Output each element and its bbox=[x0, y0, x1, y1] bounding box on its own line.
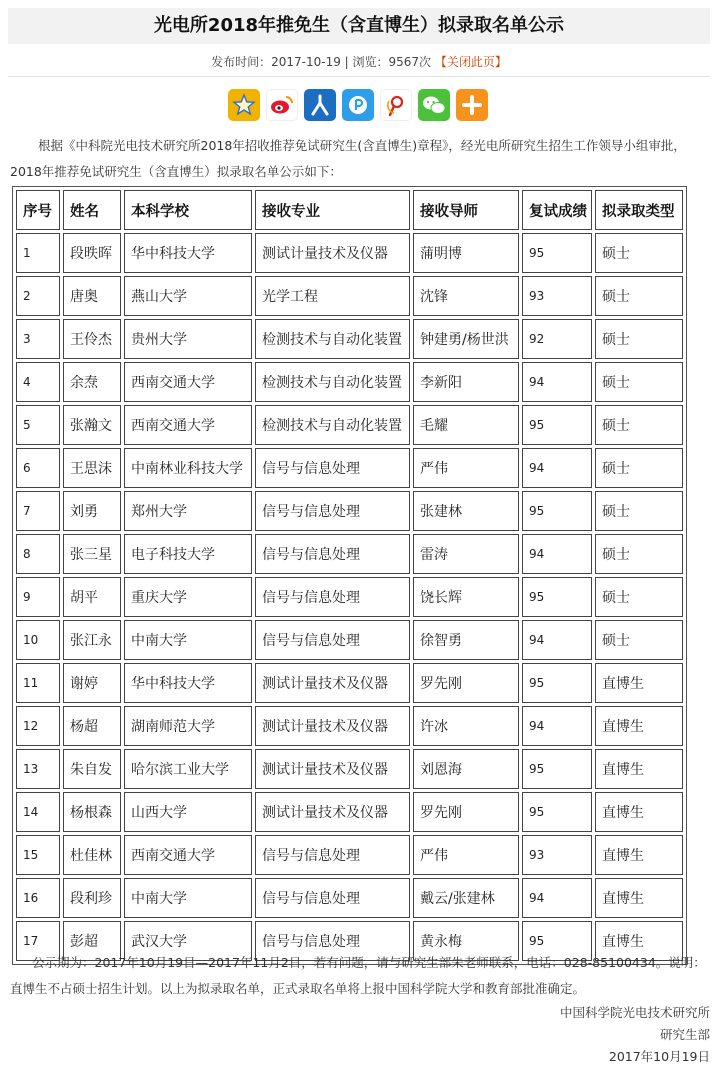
cell-advisor: 钟建勇/杨世洪 bbox=[413, 319, 519, 359]
page-title: 光电所2018年推免生（含直博生）拟录取名单公示 bbox=[8, 8, 710, 44]
cell-index: 9 bbox=[16, 577, 60, 617]
cell-major: 测试计量技术及仪器 bbox=[255, 663, 410, 703]
cell-index: 17 bbox=[16, 921, 60, 961]
renren-share-icon[interactable] bbox=[304, 89, 336, 121]
cell-score: 95 bbox=[522, 663, 592, 703]
cell-name: 杜佳林 bbox=[63, 835, 121, 875]
table-row bbox=[16, 491, 683, 531]
cell-index: 15 bbox=[16, 835, 60, 875]
cell-major: 测试计量技术及仪器 bbox=[255, 749, 410, 789]
signature-dept: 研究生部 bbox=[659, 1027, 710, 1042]
cell-advisor: 罗先刚 bbox=[413, 792, 519, 832]
header-name: 姓名 bbox=[63, 190, 121, 230]
cell-index: 7 bbox=[16, 491, 60, 531]
table-row bbox=[16, 663, 683, 703]
table-row bbox=[16, 577, 683, 617]
cell-advisor: 严伟 bbox=[413, 448, 519, 488]
cell-major: 信号与信息处理 bbox=[255, 491, 410, 531]
table-row bbox=[16, 233, 683, 273]
cell-score: 94 bbox=[522, 534, 592, 574]
cell-school: 西南交通大学 bbox=[124, 362, 252, 402]
table-row bbox=[16, 405, 683, 445]
cell-index: 11 bbox=[16, 663, 60, 703]
cell-index: 4 bbox=[16, 362, 60, 402]
cell-name: 杨超 bbox=[63, 706, 121, 746]
cell-school: 中南大学 bbox=[124, 620, 252, 660]
cell-index: 2 bbox=[16, 276, 60, 316]
cell-advisor: 李新阳 bbox=[413, 362, 519, 402]
cell-type: 硕士 bbox=[595, 491, 683, 531]
cell-major: 检测技术与自动化装置 bbox=[255, 362, 410, 402]
header-type: 拟录取类型 bbox=[595, 190, 683, 230]
cell-school: 重庆大学 bbox=[124, 577, 252, 617]
cell-type: 直博生 bbox=[595, 921, 683, 961]
table-header-row bbox=[16, 190, 683, 230]
cell-score: 94 bbox=[522, 362, 592, 402]
cell-advisor: 蒲明博 bbox=[413, 233, 519, 273]
cell-index: 13 bbox=[16, 749, 60, 789]
cell-advisor: 雷涛 bbox=[413, 534, 519, 574]
cell-score: 94 bbox=[522, 448, 592, 488]
signature-date: 2017年10月19日 bbox=[608, 1049, 710, 1064]
cell-name: 段昳晖 bbox=[63, 233, 121, 273]
cell-major: 检测技术与自动化装置 bbox=[255, 405, 410, 445]
cell-major: 信号与信息处理 bbox=[255, 878, 410, 918]
cell-school: 华中科技大学 bbox=[124, 233, 252, 273]
cell-type: 硕士 bbox=[595, 233, 683, 273]
cell-type: 硕士 bbox=[595, 577, 683, 617]
article-meta bbox=[0, 53, 718, 70]
cell-name: 彭超 bbox=[63, 921, 121, 961]
cell-score: 95 bbox=[522, 577, 592, 617]
header-major: 接收专业 bbox=[255, 190, 410, 230]
cell-school: 郑州大学 bbox=[124, 491, 252, 531]
weibo-share-icon[interactable] bbox=[266, 89, 298, 121]
table-row bbox=[16, 362, 683, 402]
cell-major: 测试计量技术及仪器 bbox=[255, 792, 410, 832]
cell-school: 西南交通大学 bbox=[124, 405, 252, 445]
table-row bbox=[16, 448, 683, 488]
cell-advisor: 毛耀 bbox=[413, 405, 519, 445]
cell-name: 唐奥 bbox=[63, 276, 121, 316]
cell-advisor: 张建林 bbox=[413, 491, 519, 531]
cell-advisor: 徐智勇 bbox=[413, 620, 519, 660]
cell-major: 检测技术与自动化装置 bbox=[255, 319, 410, 359]
table-row bbox=[16, 706, 683, 746]
divider bbox=[8, 76, 710, 77]
notice-paragraph: 公示期为：2017年10月19日—2017年11月2日，若有问题，请与研究生部朱老师联系，电话：028-85100434。说明：直博生不占硕士招生计划。以上为拟录取名单，正式录取名单将上报中国科学院大学和教育部批准确定。 bbox=[10, 955, 706, 996]
cell-advisor: 戴云/张建林 bbox=[413, 878, 519, 918]
cell-advisor: 沈锋 bbox=[413, 276, 519, 316]
qzone-share-icon[interactable] bbox=[228, 89, 260, 121]
cell-type: 直博生 bbox=[595, 706, 683, 746]
cell-score: 95 bbox=[522, 233, 592, 273]
cell-advisor: 许冰 bbox=[413, 706, 519, 746]
cell-major: 光学工程 bbox=[255, 276, 410, 316]
cell-index: 12 bbox=[16, 706, 60, 746]
cell-school: 中南林业科技大学 bbox=[124, 448, 252, 488]
cell-score: 95 bbox=[522, 749, 592, 789]
cell-score: 94 bbox=[522, 620, 592, 660]
admission-table bbox=[12, 186, 687, 965]
cell-name: 张三星 bbox=[63, 534, 121, 574]
cell-index: 6 bbox=[16, 448, 60, 488]
cell-advisor: 严伟 bbox=[413, 835, 519, 875]
cell-major: 信号与信息处理 bbox=[255, 620, 410, 660]
table-row bbox=[16, 319, 683, 359]
cell-index: 14 bbox=[16, 792, 60, 832]
signature-org: 中国科学院光电技术研究所 bbox=[559, 1005, 710, 1020]
cell-score: 93 bbox=[522, 835, 592, 875]
table-row bbox=[16, 749, 683, 789]
table-row bbox=[16, 620, 683, 660]
cell-advisor: 刘恩海 bbox=[413, 749, 519, 789]
cell-index: 8 bbox=[16, 534, 60, 574]
cell-name: 胡平 bbox=[63, 577, 121, 617]
publish-info: 发布时间：2017-10-19 | 浏览：9567次 bbox=[211, 55, 432, 69]
cell-type: 硕士 bbox=[595, 405, 683, 445]
cell-type: 直博生 bbox=[595, 792, 683, 832]
header-index: 序号 bbox=[16, 190, 60, 230]
cell-score: 95 bbox=[522, 405, 592, 445]
cell-name: 张江永 bbox=[63, 620, 121, 660]
cell-type: 直博生 bbox=[595, 663, 683, 703]
cell-score: 95 bbox=[522, 491, 592, 531]
cell-major: 信号与信息处理 bbox=[255, 921, 410, 961]
cell-type: 直博生 bbox=[595, 835, 683, 875]
cell-major: 测试计量技术及仪器 bbox=[255, 706, 410, 746]
cell-advisor: 饶长辉 bbox=[413, 577, 519, 617]
cell-index: 3 bbox=[16, 319, 60, 359]
cell-type: 硕士 bbox=[595, 448, 683, 488]
cell-major: 信号与信息处理 bbox=[255, 577, 410, 617]
cell-advisor: 罗先刚 bbox=[413, 663, 519, 703]
header-advisor: 接收导师 bbox=[413, 190, 519, 230]
cell-school: 华中科技大学 bbox=[124, 663, 252, 703]
intro-paragraph: 根据《中科院光电技术研究所2018年招收推荐免试研究生(含直博生)章程》，经光电所研究生招生工作领导小组审批，2018年推荐免试研究生（含直博生）拟录取名单公示如下： bbox=[10, 138, 686, 179]
cell-school: 贵州大学 bbox=[124, 319, 252, 359]
cell-name: 段利珍 bbox=[63, 878, 121, 918]
cell-name: 张瀚文 bbox=[63, 405, 121, 445]
cell-index: 10 bbox=[16, 620, 60, 660]
cell-score: 94 bbox=[522, 878, 592, 918]
cell-type: 硕士 bbox=[595, 362, 683, 402]
cell-school: 山西大学 bbox=[124, 792, 252, 832]
cell-school: 西南交通大学 bbox=[124, 835, 252, 875]
cell-school: 电子科技大学 bbox=[124, 534, 252, 574]
cell-score: 94 bbox=[522, 706, 592, 746]
cell-type: 硕士 bbox=[595, 319, 683, 359]
cell-name: 王思沫 bbox=[63, 448, 121, 488]
pengyou-share-icon[interactable] bbox=[342, 89, 374, 121]
cell-type: 直博生 bbox=[595, 878, 683, 918]
cell-score: 93 bbox=[522, 276, 592, 316]
cell-type: 硕士 bbox=[595, 534, 683, 574]
cell-index: 16 bbox=[16, 878, 60, 918]
cell-name: 朱自发 bbox=[63, 749, 121, 789]
cell-name: 刘勇 bbox=[63, 491, 121, 531]
cell-name: 余焘 bbox=[63, 362, 121, 402]
table-row bbox=[16, 878, 683, 918]
cell-score: 95 bbox=[522, 792, 592, 832]
cell-score: 92 bbox=[522, 319, 592, 359]
close-page-link[interactable]: 【关闭此页】 bbox=[434, 55, 507, 69]
cell-name: 谢婷 bbox=[63, 663, 121, 703]
cell-major: 信号与信息处理 bbox=[255, 534, 410, 574]
cell-major: 测试计量技术及仪器 bbox=[255, 233, 410, 273]
table-row bbox=[16, 835, 683, 875]
cell-school: 武汉大学 bbox=[124, 921, 252, 961]
wechat-share-icon[interactable] bbox=[418, 89, 450, 121]
cell-index: 5 bbox=[16, 405, 60, 445]
cell-advisor: 黄永梅 bbox=[413, 921, 519, 961]
header-school: 本科学校 bbox=[124, 190, 252, 230]
cell-name: 杨根森 bbox=[63, 792, 121, 832]
cell-school: 燕山大学 bbox=[124, 276, 252, 316]
table-row bbox=[16, 792, 683, 832]
cell-score: 95 bbox=[522, 921, 592, 961]
more-share-icon[interactable] bbox=[456, 89, 488, 121]
cell-type: 直博生 bbox=[595, 749, 683, 789]
cell-major: 信号与信息处理 bbox=[255, 448, 410, 488]
header-score: 复试成绩 bbox=[522, 190, 592, 230]
table-row bbox=[16, 276, 683, 316]
cell-index: 1 bbox=[16, 233, 60, 273]
share-toolbar bbox=[228, 89, 488, 121]
table-row bbox=[16, 534, 683, 574]
cell-school: 湖南师范大学 bbox=[124, 706, 252, 746]
cell-school: 中南大学 bbox=[124, 878, 252, 918]
tencent-weibo-share-icon[interactable] bbox=[380, 89, 412, 121]
cell-major: 信号与信息处理 bbox=[255, 835, 410, 875]
cell-school: 哈尔滨工业大学 bbox=[124, 749, 252, 789]
cell-type: 硕士 bbox=[595, 276, 683, 316]
cell-type: 硕士 bbox=[595, 620, 683, 660]
cell-name: 王伶杰 bbox=[63, 319, 121, 359]
